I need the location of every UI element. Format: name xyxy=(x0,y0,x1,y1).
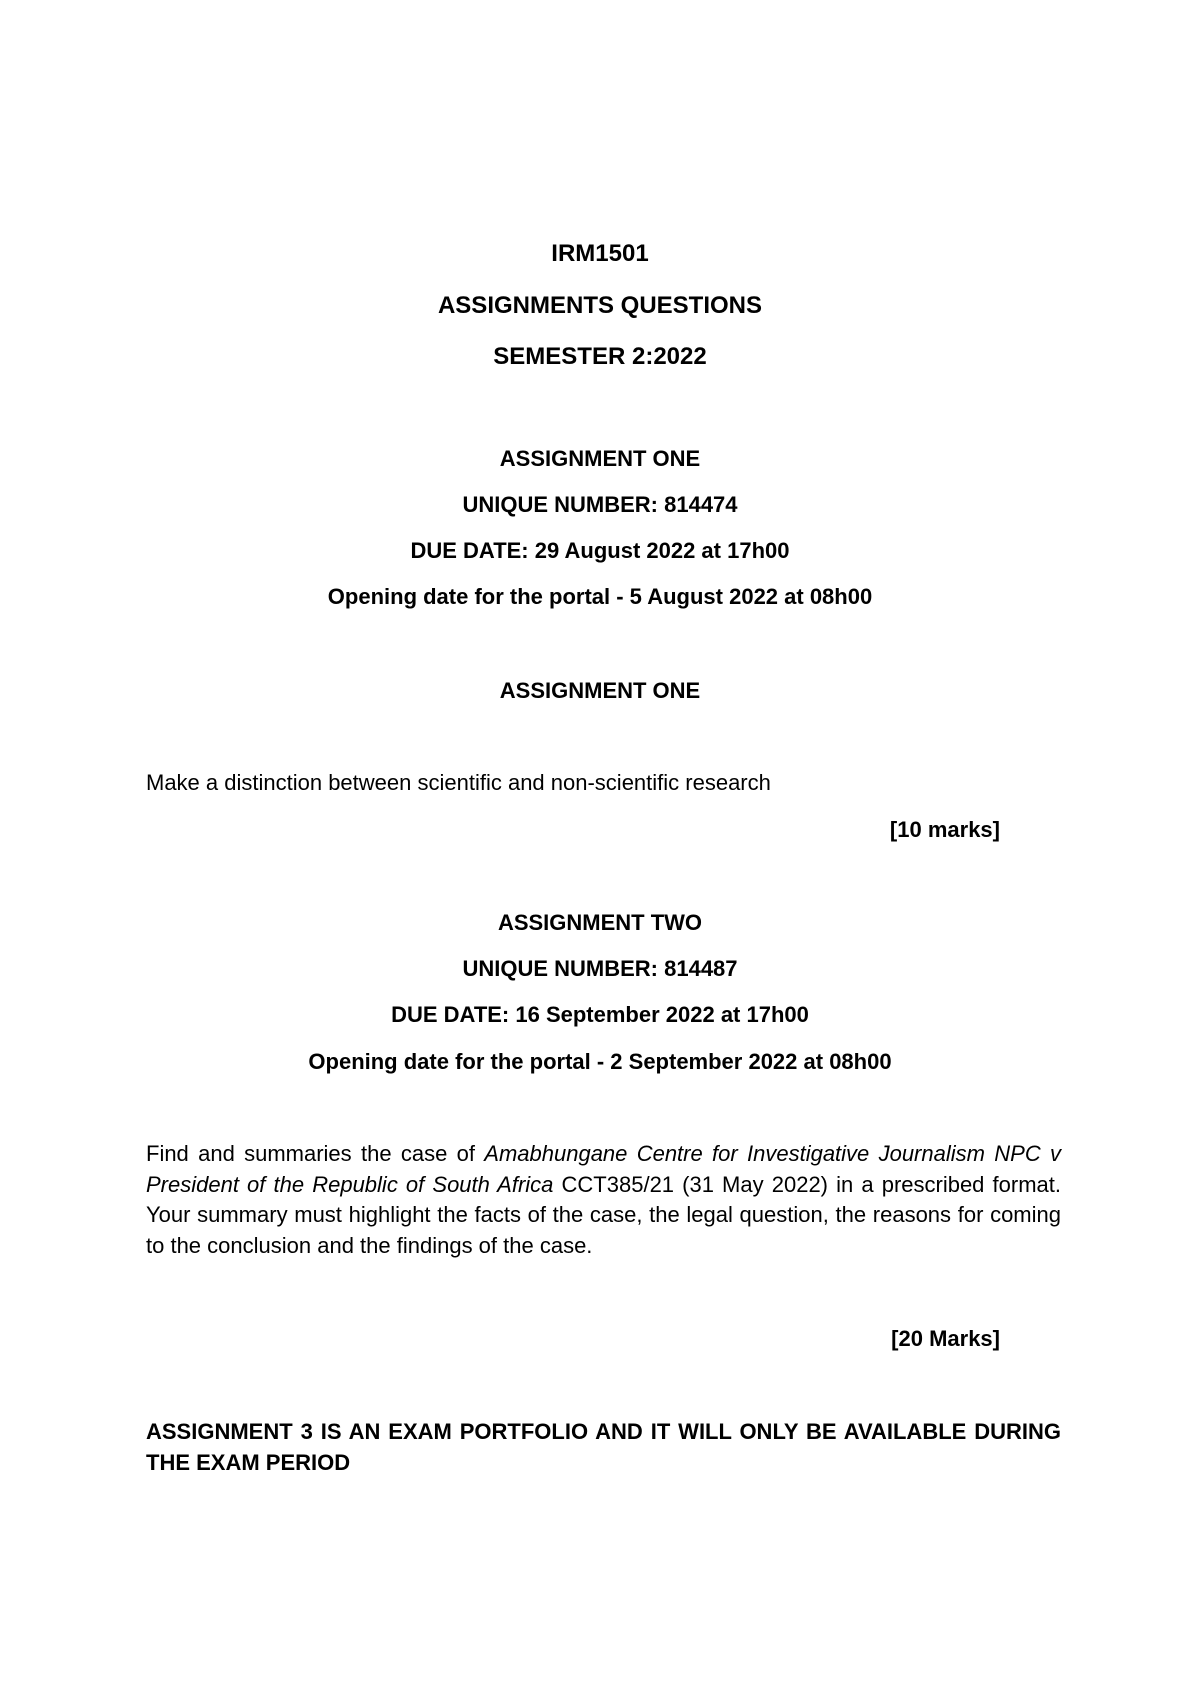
assignment-one-opening-date: Opening date for the portal - 5 August 2022 at 08h00 xyxy=(327,584,873,609)
assignment-three-note: ASSIGNMENT 3 IS AN EXAM PORTFOLIO AND IT WILL ONLY BE AVAILABLE DURING THE EXAM PERIOD xyxy=(146,1419,1061,1475)
question-intro: Find and summaries the case of xyxy=(146,1141,485,1166)
assignment-one-unique-number: UNIQUE NUMBER: 814474 xyxy=(462,492,738,517)
assignment-two-due-date: DUE DATE: 16 September 2022 at 17h00 xyxy=(391,1002,809,1027)
assignment-one-question-heading: ASSIGNMENT ONE xyxy=(499,678,701,703)
case-name: Amabhungane Centre for Investigative Journalism NPC v President of the Republic of South Africa xyxy=(146,1141,1062,1197)
assignment-two-opening-date: Opening date for the portal - 2 September 2022 at 08h00 xyxy=(308,1049,892,1074)
assignment-two-marks: [20 Marks] xyxy=(891,1326,1000,1351)
assignment-one-question: Make a distinction between scientific and non-scientific research xyxy=(146,770,771,795)
assignment-two-unique-number: UNIQUE NUMBER: 814487 xyxy=(462,956,738,981)
document-title: ASSIGNMENTS QUESTIONS xyxy=(437,292,763,319)
assignment-one-due-date: DUE DATE: 29 August 2022 at 17h00 xyxy=(410,538,790,563)
course-code: IRM1501 xyxy=(551,240,649,267)
assignment-two-question xyxy=(146,1139,1061,1261)
assignment-two-heading: ASSIGNMENT TWO xyxy=(497,910,703,935)
question-rest: CCT385/21 (31 May 2022) in a prescribed format. Your summary must highlight the facts of the case, the legal question, the reasons for coming to the conclusion and the findings of the case. xyxy=(146,1171,1061,1258)
assignment-one-heading: ASSIGNMENT ONE xyxy=(499,446,701,471)
semester-label: SEMESTER 2:2022 xyxy=(493,343,707,370)
assignment-one-marks: [10 marks] xyxy=(889,817,1000,842)
